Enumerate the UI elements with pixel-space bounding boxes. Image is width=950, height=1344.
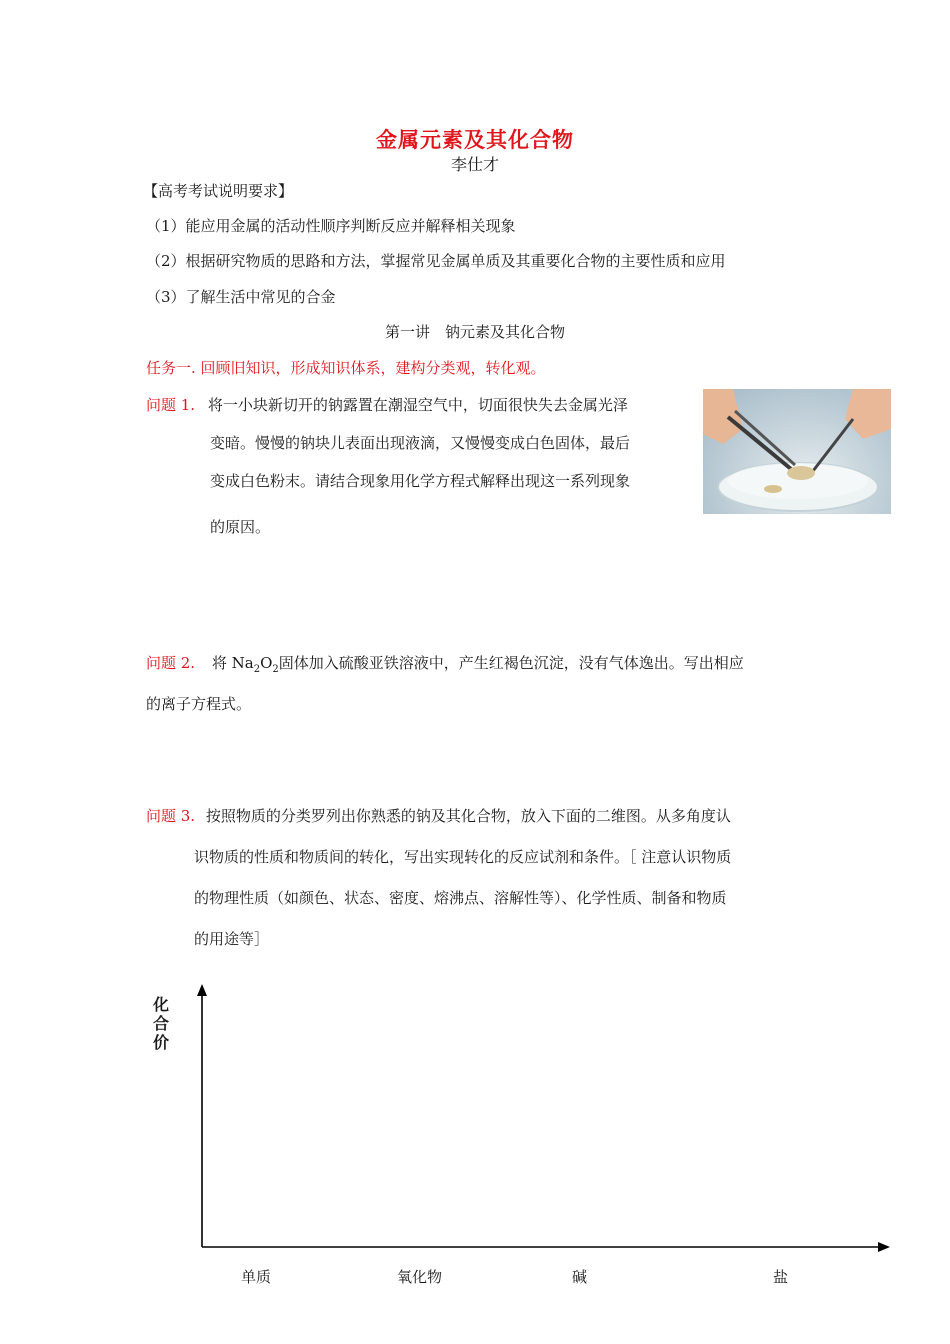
question-3-label: 问题 3. — [146, 807, 196, 825]
question-1-text: 变成白色粉末。请结合现象用化学方程式解释出现这一系列现象 — [210, 472, 631, 490]
requirement-item: （1）能应用金属的活动性顺序判断反应并解释相关现象 — [146, 217, 516, 235]
requirement-item: （2）根据研究物质的思路和方法，掌握常见金属单质及其重要化合物的主要性质和应用 — [146, 252, 726, 270]
question-3-text: 的用途等］ — [194, 930, 270, 948]
x-category-label: 氧化物 — [397, 1268, 443, 1286]
question-2-text-mid: O — [260, 654, 273, 672]
requirements-heading: 【高考考试说明要求】 — [143, 182, 294, 200]
author-name: 李仕才 — [450, 155, 499, 174]
x-category-label: 碱 — [572, 1268, 588, 1286]
requirement-item: （3）了解生活中常见的合金 — [146, 288, 336, 306]
y-axis-label: 化合价 — [152, 995, 169, 1052]
x-category-label: 单质 — [241, 1268, 272, 1286]
x-axis-arrow-icon — [878, 1242, 890, 1252]
y-axis-arrow-icon — [197, 984, 207, 996]
question-2-label: 问题 2. — [146, 654, 196, 672]
question-1-label: 问题 1. — [146, 396, 196, 414]
question-1-text: 将一小块新切开的钠露置在潮湿空气中，切面很快失去金属光泽 — [207, 396, 628, 414]
question-2-text-pre: 将 Na — [211, 654, 254, 672]
subscript: 2 — [253, 664, 261, 675]
document-title: 金属元素及其化合物 — [376, 128, 574, 152]
question-2-text: 的离子方程式。 — [146, 695, 252, 713]
question-3-text: 的物理性质（如颜色、状态、密度、熔沸点、溶解性等）、化学性质、制备和物质 — [194, 889, 727, 907]
question-3-text: 按照物质的分类罗列出你熟悉的钠及其化合物，放入下面的二维图。从多角度认 — [205, 807, 731, 825]
subscript: 2 — [272, 664, 279, 675]
question-1-text: 变暗。慢慢的钠块儿表面出现液滴，又慢慢变成白色固体，最后 — [210, 434, 631, 452]
question-3-text: 识物质的性质和物质间的转化，写出实现转化的反应试剂和条件。［ 注意认识物质 — [194, 848, 732, 866]
lecture-title: 第一讲 钠元素及其化合物 — [384, 323, 565, 341]
question-2-text-post: 固体加入硫酸亚铁溶液中，产生红褐色沉淀，没有气体逸出。写出相应 — [278, 654, 744, 672]
x-category-label: 盐 — [773, 1268, 789, 1286]
question-1-text: 的原因。 — [210, 518, 271, 536]
task-heading: 任务一. 回顾旧知识，形成知识体系，建构分类观，转化观。 — [146, 359, 546, 377]
